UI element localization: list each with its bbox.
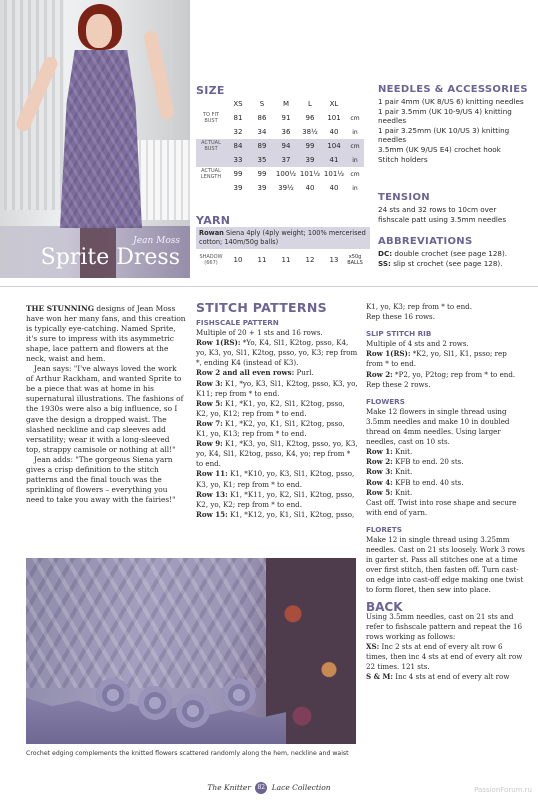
row-instruction: K1, *K2, yo, K1, Sl1, K2tog, psso, K1, yo, K13; rep from * to end. <box>196 418 345 439</box>
row-instruction: Purl. <box>294 368 314 378</box>
measurement-value: 39 <box>298 153 322 167</box>
pattern-row <box>196 469 358 489</box>
row-label: Row 9: <box>196 439 223 449</box>
size-row <box>196 181 364 195</box>
measurement-unit: in <box>346 153 364 167</box>
measurement-value: 101 <box>327 114 341 122</box>
abbreviation-item: SS: slip st crochet (see page 128). <box>378 258 503 268</box>
flowers-finish: Cast off. Twist into rose shape and secure with end of yarn. <box>366 497 517 517</box>
row-label: Row 5: <box>366 487 393 497</box>
measurement-label: ACTUAL LENGTH <box>200 168 222 180</box>
pattern-row <box>196 338 358 368</box>
row-label: Row 1(RS): <box>196 338 241 348</box>
measurement-value: 104 <box>322 139 346 153</box>
measurement-value: 38½ <box>302 128 318 136</box>
yarn-details: Siena 4ply (4ply weight; 100% mercerised cotton; 140m/50g balls) <box>199 229 366 246</box>
unit-cell <box>346 97 364 111</box>
measurement-unit: cm <box>350 170 360 178</box>
intro-paragraph: THE STUNNING designs of Jean Moss have won her many fans, and this creation is typically eye-catching. Named Sprite, it's sure to impress with its asymmetric shape, lace pattern and flowers at the neck, waist and hem. <box>26 304 186 364</box>
fishscale-heading: FISHSCALE PATTERN <box>196 318 279 327</box>
row-label: Row 2 and all even rows: <box>196 368 295 378</box>
shade-label: SHADOW (667) <box>199 254 223 266</box>
measurement-value: 35 <box>250 153 274 167</box>
measurement-value: 39½ <box>278 184 294 192</box>
needle-item: Stitch holders <box>378 154 428 164</box>
row-instruction: K1, *K3, yo, Sl1, K2tog, psso, yo, K3, yo, K4, Sl1, K2tog, psso, K4, yo; rep from * to end. <box>196 439 358 469</box>
shade-quantity: 12 <box>305 256 315 264</box>
pattern-title: Sprite Dress <box>40 245 180 270</box>
shade-quantity: 11 <box>281 256 291 264</box>
abbreviations-list <box>378 249 530 268</box>
measurement-value: 41 <box>322 153 346 167</box>
needles-heading: NEEDLES & ACCESSORIES <box>378 84 528 95</box>
measurement-value: 101½ <box>299 170 321 178</box>
model-arm <box>143 30 175 121</box>
needle-item: 3.5mm (UK 9/US E4) crochet hook <box>378 144 501 154</box>
row-instruction: K1, *K1, yo, K2, Sl1, K2tog, psso, K2, yo, K12; rep from * to end. <box>196 398 345 418</box>
photo-caption: Crochet edging complements the knitted flowers scattered randomly along the hem, neckline and waist <box>26 750 349 757</box>
pattern-row <box>366 467 526 477</box>
size-row <box>196 125 364 139</box>
row-label: Row 4: <box>366 477 393 487</box>
measurement-value: 84 <box>226 139 250 153</box>
measurement-label <box>196 153 226 167</box>
intro-paragraph: Jean adds: "The gorgeous Siena yarn gives a crisp definition to the stitch patterns and the final touch was the sprinkling of flowers – everything you need to take you away with the fairies!" <box>26 454 176 504</box>
pattern-line: Rep these 2 rows. <box>366 379 431 389</box>
row-instruction: Knit. <box>392 447 413 457</box>
pattern-row <box>366 447 526 457</box>
row-label: Row 1: <box>366 447 393 457</box>
measurement-label: TO FIT BUST <box>203 112 219 124</box>
size-row <box>196 153 364 167</box>
back-xs: XS: Inc 2 sts at end of every alt row 6 times, then inc 4 sts at end of every alt row 22 times. 121 sts. <box>366 641 523 672</box>
yarn-heading: YARN <box>196 214 231 227</box>
flower-rows <box>366 447 526 497</box>
tension-heading: TENSION <box>378 192 430 203</box>
measurement-value: 96 <box>305 114 315 122</box>
size-header-row <box>196 97 364 111</box>
row-instruction: Knit. <box>392 467 413 477</box>
stitch-patterns-heading: STITCH PATTERNS <box>196 300 327 315</box>
yarn-description <box>196 227 370 249</box>
pattern-line: Rep these 16 rows. <box>366 312 435 322</box>
watermark: PassionForum.ru <box>474 786 532 794</box>
row-label: Row 2: <box>366 457 393 467</box>
size-row <box>196 167 364 181</box>
measurement-label: ACTUAL BUST <box>196 139 226 153</box>
measurement-value: 94 <box>274 139 298 153</box>
pattern-line: K1, yo, K3; rep from * to end. <box>366 302 472 311</box>
row-label: Row 7: <box>196 418 223 428</box>
needles-list <box>378 97 528 164</box>
measurement-value: 37 <box>274 153 298 167</box>
measurement-value: 99 <box>257 170 267 178</box>
size-table <box>196 97 364 195</box>
shade-quantity: 11 <box>257 256 267 264</box>
measurement-value: 34 <box>257 128 267 136</box>
pattern-row: Row 2: *P2, yo, P2tog; rep from * to end. <box>366 369 516 379</box>
size-header: S <box>259 100 265 108</box>
size-header: XL <box>329 100 339 108</box>
section-divider <box>0 286 538 287</box>
measurement-value: 40 <box>305 184 315 192</box>
knitted-rose <box>96 678 130 712</box>
measurement-label <box>196 181 226 195</box>
page-footer <box>0 782 538 794</box>
intro-paragraph: Jean says: "I've always loved the work of Arthur Rackham, and wanted Sprite to be a piece that was at home in his supernatural illustrations. The fashions of the 1930s were also a big influence, so I gave the design a dropped waist. The slashed neckline and cap sleeves add versatility; wear it with a long-sleeved top, strappy camisole or nothing at all!" <box>26 364 184 454</box>
measurement-value: 100½ <box>275 170 297 178</box>
needle-item: 1 pair 3.5mm (UK 10-9/US 4) knitting needles <box>378 106 512 126</box>
curtain-decoration <box>36 0 64 210</box>
lace-dress <box>60 50 142 228</box>
model-face <box>86 14 112 48</box>
back-heading: BACK <box>366 599 403 614</box>
flowers-heading: FLOWERS <box>366 396 405 406</box>
abbreviation-item: DC: double crochet (see page 128). <box>378 249 508 258</box>
detail-photo <box>26 558 356 744</box>
needle-item: 1 pair 3.25mm (UK 10/US 3) knitting needles <box>378 125 510 145</box>
row-label: Row 13: <box>196 489 228 499</box>
pattern-row <box>366 488 526 498</box>
fishscale-pattern <box>196 316 358 520</box>
pattern-row <box>196 510 358 520</box>
row-label: Row 3: <box>366 467 393 477</box>
pattern-row <box>196 379 358 399</box>
size-row <box>196 111 364 125</box>
title-band <box>0 226 190 278</box>
size-header: XS <box>233 100 243 108</box>
back-sm: S & M: Inc 4 sts at end of every alt row <box>366 672 510 682</box>
size-label-cell <box>196 97 226 111</box>
measurement-value: 40 <box>329 184 339 192</box>
measurement-value: 86 <box>257 114 267 122</box>
shade-quantity: 10 <box>233 256 243 264</box>
row-label: Row 15: <box>196 509 228 519</box>
measurement-unit: cm <box>346 139 364 153</box>
shade-quantity: 13 <box>329 256 339 264</box>
row-instruction: K1, *K11, yo, K2, Sl1, K2tog, psso, K2, yo, K2; rep from * to end. <box>196 489 355 509</box>
row-instruction: K1, *yo, K3, Sl1, K2tog, psso, K3, yo, K11; rep from * to end. <box>196 378 358 398</box>
measurement-unit: in <box>352 128 358 136</box>
slip-stitch-heading: SLIP STITCH RIB <box>366 329 432 339</box>
measurement-value: 99 <box>298 139 322 153</box>
needle-item: 1 pair 4mm (UK 8/US 6) knitting needles <box>378 97 524 106</box>
row-instruction: KFB to end. 20 sts. <box>392 457 464 467</box>
knitted-rose <box>138 686 172 720</box>
row-instruction: K1, *K10, yo, K3, Sl1, K2tog, psso, K3, yo, K1; rep from * to end. <box>196 469 355 489</box>
pattern-row <box>196 368 358 378</box>
row-instruction: K1, *K12, yo, K1, Sl1, K2tog, psso, <box>227 509 355 519</box>
knitted-rose <box>176 694 210 728</box>
row-instruction: Knit. <box>392 487 413 497</box>
pattern-right-column <box>366 302 526 682</box>
pattern-row <box>196 490 358 510</box>
pattern-row <box>366 478 526 488</box>
size-row <box>196 139 364 153</box>
measurement-value: 39 <box>233 184 243 192</box>
intro-text <box>26 304 186 505</box>
florets-heading: FLORETS <box>366 524 402 534</box>
slip-stitch-intro: Multiple of 4 sts and 2 rows. <box>366 339 469 349</box>
measurement-unit: cm <box>350 114 360 122</box>
measurement-value: 99 <box>233 170 243 178</box>
pattern-row <box>196 419 358 439</box>
measurement-value: 89 <box>250 139 274 153</box>
row-instruction: KFB to end. 40 sts. <box>392 477 464 487</box>
tension-text: 24 sts and 32 rows to 10cm over fishscale patt using 3.5mm needles <box>378 205 507 224</box>
row-label: Row 3: <box>196 378 223 388</box>
magazine-name: The Knitter <box>207 783 251 792</box>
flowers-intro: Make 12 flowers in single thread using 3.5mm needles and make 10 in doubled thread on 4mm needles. Using larger needles, cast on 10 sts. <box>366 406 510 447</box>
page-number: 82 <box>255 782 267 794</box>
measurement-label <box>196 125 226 139</box>
pattern-row <box>366 457 526 467</box>
back-text: Using 3.5mm needles, cast on 21 sts and refer to fishscale pattern and repeat the 16 rows working as follows: <box>366 611 522 641</box>
row-instruction: *Yo, K4, Sl1, K2tog, psso, K4, yo, K3, yo, Sl1, K2tog, psso, yo, K3; rep from *, ending K4 (instead of K3). <box>196 338 358 368</box>
knitted-rose <box>222 678 256 712</box>
measurement-value: 39 <box>257 184 267 192</box>
shade-row <box>196 250 370 270</box>
abbreviations-heading: ABBREVIATIONS <box>378 236 473 247</box>
size-header: L <box>308 100 312 108</box>
size-heading: SIZE <box>196 84 225 97</box>
measurement-value: 32 <box>233 128 243 136</box>
collection-name: Lace Collection <box>271 783 331 792</box>
pattern-row: Row 1(RS): *K2, yo, Sl1, K1, psso; rep from * to end. <box>366 349 507 369</box>
fishscale-intro: Multiple of 20 + 1 sts and 16 rows. <box>196 328 323 338</box>
yarn-brand: Rowan <box>199 229 224 237</box>
measurement-value: 81 <box>233 114 243 122</box>
shade-unit: x50g BALLS <box>347 254 363 266</box>
row-label: Row 11: <box>196 469 228 479</box>
measurement-value: 33 <box>226 153 250 167</box>
measurement-value: 101½ <box>323 170 345 178</box>
florets-text: Make 12 in single thread using 3.25mm needles. Cast on 21 sts loosely. Work 3 rows in garter st. Pass all stitches one at a time over first stitch, then fasten off. Turn cast-on edge into cast-off edge making one twist to form floret, then sew into place. <box>366 534 525 595</box>
pattern-row <box>196 399 358 419</box>
size-header: M <box>282 100 290 108</box>
row-label: Row 5: <box>196 398 223 408</box>
measurement-value: 40 <box>329 128 339 136</box>
designer-name: Jean Moss <box>133 236 180 246</box>
measurement-value: 36 <box>281 128 291 136</box>
measurement-value: 91 <box>281 114 291 122</box>
pattern-row <box>196 439 358 469</box>
measurement-unit: in <box>352 184 358 192</box>
